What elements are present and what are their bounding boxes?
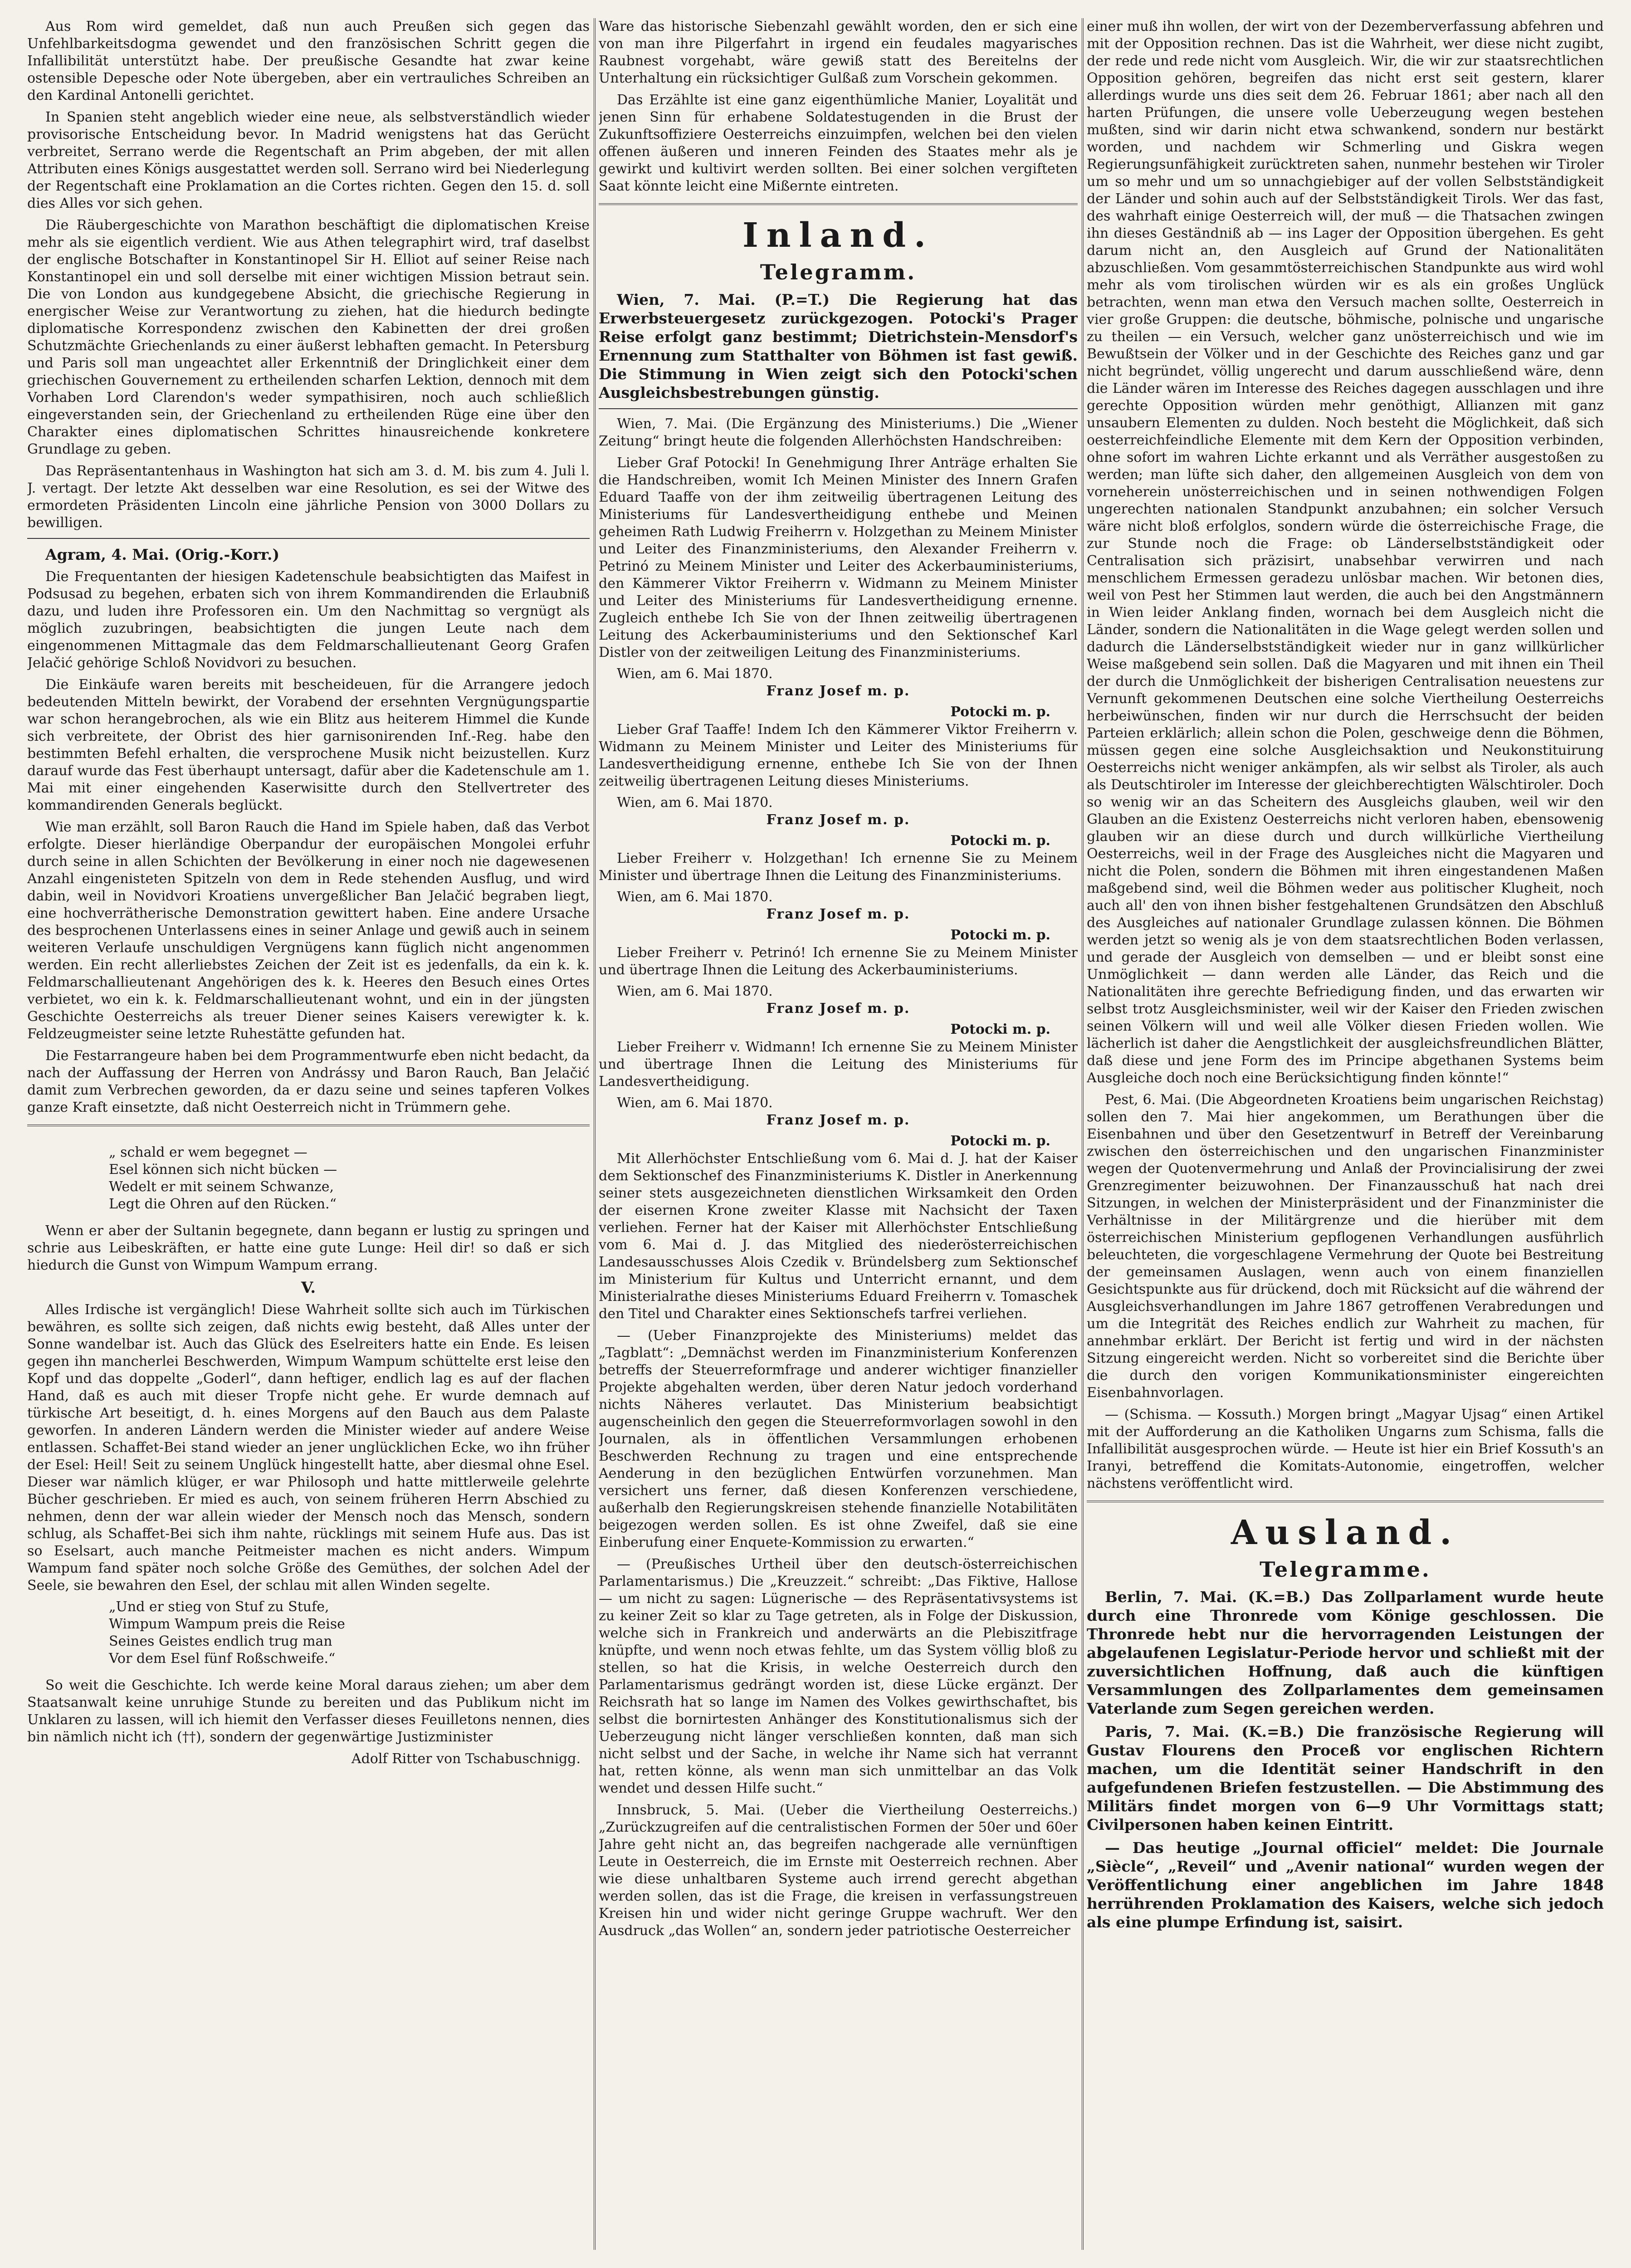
agram-paragraph: Die Festarrangeure haben bei dem Programmentwurfe eben nicht bedacht, da nach der Auffassung der Herren von Andrássy und Baron Rauch, Ban Jelačić damit zum Verbrechen geworden, da er dazu seine und seines tapferen Volkes ganze Kraft einsetzte, daß nicht Oesterreich nicht in Trümmern gehe. — [27, 1048, 590, 1115]
feuilleton-paragraph: So weit die Geschichte. Ich werde keine Moral daraus ziehen; um aber dem Staatsanwalt keine unruhige Stunde zu bereiten und das Publikum nicht im Unklaren zu lassen, will ich hiemit den Verfasser dieses Feuilletons nennen, dies bin nämlich nicht ich (††), sondern der gegenwärtige Justizminister — [27, 1677, 590, 1745]
author-signature: Adolf Ritter von Tschabuschnigg. — [351, 1751, 581, 1767]
verse-line: „Und er stieg von Stuf zu Stufe, — [109, 1599, 329, 1615]
agram-paragraph: Wie man erzählt, soll Baron Rauch die Hand im Spiele haben, daß das Verbot erfolgte. Dieser hierländige Oberpandur der europäischen Mongolei erfuhr durch seine in allen Schichten der Bevölkerung in einer noch nie dagewesenen Anzahl eingenisteten Spitzeln von dem in Rede stehenden Ausflug, und wird dabin, weil in Novidvori Kroatiens unvergeßlicher Ban Jelačić begraben liegt, eine hochverrätherische Demonstration gewittert haben. Eine andere Ursache des besprochenen Unterlassens eines in seiner Anlage und gewiß auch in seinem weiteren Verlaufe unschuldigen Vergnügens kann füglich nicht angenommen werden. Ein recht allerliebstes Zeichen der Zeit ist es jedenfalls, da ein k. k. Feldmarschallieutenant Angehörigen des k. k. Heeres den Besuch eines Ortes verbietet, wo ein k. k. Feldmarschallieutenant wohnt, und ein in der jüngsten Geschichte Oesterreichs als treuer Diener seines Kaisers verewigter k. k. Feldzeugmeister seine letzte Ruhestätte gefunden hat. — [27, 819, 590, 1042]
divider — [1087, 1501, 1604, 1502]
article-ministry: Wien, 7. Mai. (Die Ergänzung des Ministeriums.) Die „Wiener Zeitung“ bringt heute die folgenden Allerhöchsten Handschreiben: — [599, 416, 1078, 449]
telegram-journal: — Das heutige „Journal officiel“ meldet: Die Journale „Siècle“, „Reveil“ und „Avenir national“ wurden wegen der Veröffentlichung einer angeblichen im Jahre 1848 herrührenden Proklamation des Kaisers, welche sich jedoch als eine plumpe Erfindung ist, saisirt. — [1087, 1839, 1604, 1931]
signature-potocki: Potocki m. p. — [950, 1133, 1050, 1149]
telegram-heading: Telegramm. — [760, 260, 917, 284]
verse-line: Legt die Ohren auf den Rücken.“ — [109, 1196, 337, 1212]
column-left — [27, 18, 590, 2268]
handwriting-4: Lieber Freiherr v. Petrinó! Ich ernenne Sie zu Meinem Minister und übertrage Ihnen die Leitung des Ackerbauministeriums. — [599, 945, 1078, 978]
divider — [599, 203, 1078, 205]
telegram-vienna: Wien, 7. Mai. (P.=T.) Die Regierung hat das Erwerbsteuergesetz zurückgezogen. Potocki's Prager Reise erfolgt ganz bestimmt; Dietrichstein-Mensdorf's Ernennung zum Statthalter von Böhmen ist fast gewiß. Die Stimmung in Wien zeigt sich den Potocki'schen Ausgleichsbestrebungen günstig. — [599, 291, 1078, 401]
signature-potocki: Potocki m. p. — [950, 927, 1050, 943]
dateline: Wien, am 6. Mai 1870. — [617, 795, 773, 811]
feuilleton-paragraph: Alles Irdische ist vergänglich! Diese Wahrheit sollte sich auch im Türkischen bewähren, es sollte sich zeigen, daß nichts ewig besteht, daß Alles unter der Sonne wandelbar ist. Auch das Glück des Eselreiters hatte ein Ende. Es leisen gegen ihn mancherlei Beschwerden, Wimpum Wampum schüttelte erst leise den Kopf und das doppelte „Goderl“, dann heftiger, endlich lag es auf der flachen Hand, daß es auch mit dieser Tropfe nicht gehe. Er wurde demnach auf türkische Art beseitigt, d. h. eines Morgens auf den Bauch aus dem Palaste geworfen. In anderen Ländern werden die Minister wieder auf andere Weise entlassen. Schaffet-Bei stand wieder an jener unglücklichen Ecke, wo ihn früher der Esel: Heil! Seit zu seinem Unglück hingestellt hatte, aber diesmal ohne Esel. Dieser war nämlich klüger, er war Philosoph und hatte mittlerweile gelehrte Bücher geschrieben. Er mied es auch, von seinem früheren Herrn Abschied zu nehmen, denn der war allein wieder der Mensch noch das Mensch, sondern schlug, als Schaffet-Bei sich ihm nahte, rücklings mit seinem Hufe aus. Das ist so Eselsart, auch manche Peitmeister machen es nicht anders. Wimpum Wampum fand später noch solche Größe des Gemüthes, der solchen Adel der Seele, sie bewahren den Esel, der schlau mit allen Winden segelte. — [27, 1302, 590, 1593]
signature-emperor: Franz Josef m. p. — [766, 812, 910, 828]
article-rome: Aus Rom wird gemeldet, daß nun auch Preußen sich gegen das Unfehlbarkeitsdogma gewendet und den französischen Schritt gegen die Infallibilität unterstützt habe. Der preußische Gesandte hat zwar keine ostensible Depesche oder Note übergeben, aber ein vertrauliches Schreiben an den Kardinal Antonelli gerichtet. — [27, 19, 590, 103]
column-rule — [594, 18, 596, 2250]
column-middle — [599, 18, 1078, 2268]
handwriting-1: Lieber Graf Potocki! In Genehmigung Ihrer Anträge erhalten Sie die Handschreiben, womit Ich Meinen Minister des Innern Grafen Eduard Taaffe von der ihm zeitweilig übertragenen Leitung des Ministeriums für Landesvertheidigung enthebe und Meinen geheimen Rath Ludwig Freiherrn v. Holzgethan zu Meinem Minister und Leiter des Finanzministeriums, den Alexander Freiherrn v. Petrinó zu Meinem Minister und Leiter des Ackerbauministeriums, den Kämmerer Viktor Freiherrn v. Widmann zu Meinem Minister und Leiter des Ministeriums für Landesvertheidigung ernenne. Zugleich enthebe Ich Sie von der Ihnen zeitweilig übertragenen Leitung des Ackerbauministeriums und den Sektionschef Karl Distler von der zeitweiligen Leitung des Finanzministeriums. — [599, 455, 1078, 660]
article-continuation: einer muß ihn wollen, der wirt von der Dezemberverfassung abfehren und mit der Opposition rechnen. Das ist die Wahrheit, wer diese nicht zugibt, der rede und rede nicht vom Ausgleich. Wir, die wir zur staatsrechtlichen Opposition gehören, begreifen das nicht erst seit gestern, klarer allerdings wurde uns dies seit dem 26. Februar 1861; aber nach all den harten Prüfungen, die unsere volle Ueberzeugung wegen bestehen mußten, sind wir darin nicht etwa schwankend, sondern nur bestärkt worden, und nachdem wir Schmerling und Giskra wegen Regierungsunfähigkeit zurücktreten sahen, nunmehr bestehen wir Tiroler um so mehr und um so unnachgiebiger auf der vollen Selbstständigkeit der Länder und sohin auch auf der Selbstständigkeit Tirols. Wer das fast, des wahrhaft einige Oesterreich will, der muß — die Thatsachen zwingen ihn dieses Geständniß ab — ins Lager der Opposition übergehen. Es geht darum nicht an, den Ausgleich auf Grund der Nationalitäten abzuschließen. Vom gesammtösterreichischen Standpunkte aus wird wohl mehr als vom tirolischen würden wir es als ein großes Unglück betrachten, wenn man etwa den Versuch machen sollte, Oesterreich in vier große Gruppen: die deutsche, böhmische, polnische und ungarische zu theilen — ein Versuch, welcher ganz unösterreichisch und wie im Bewußtsein der Völker und in der Geschichte des Reiches ganz und gar nicht begründet, völlig ungerecht und darum ausschließend wäre, denn die Länder wären im Interesse des Reiches dagegen ausschlagen und ihre gerechte Opposition würden mehr genöthigt, Allianzen mit ganz unsaubern Elementen zu dulden. Noch besteht die Möglichkeit, daß sich oesterreichfeindliche Elemente mit dem Kern der Opposition verbinden, ohne sofort im wahren Lichte erkannt und als Verräther ausgestoßen zu werden; man lüfte sich daher, den allgemeinen Ausgleich von dem von vorneherein unösterreichischen und in seinen nothwendigen Folgen ungerechten nationalen Standpunkt anzubahnen; ein solcher Versuch wäre nicht bloß erfolglos, sondern würde die österreichische Frage, die zur Stunde noch die Frage: ob Länderselbstständigkeit oder Centralisation sich präzisirt, unabsehbar verwirren und nach menschlichem Ermessen geradezu unlösbar machen. Wir betonen dies, weil von Pest her Stimmen laut werden, die auch bei den Angstmännern in Wien leider Anklang finden, wornach bei dem Ausgleich nicht die Länder, sondern die Nationalitäten in die Wage gelegt werden sollen und dadurch die Länderselbstständigkeit wieder nur in ganz willkürlicher Weise maßgebend sein sollen. Daß die Magyaren und mit ihnen ein Theil der durch die Unmöglichkeit der bisherigen Centralisation neuestens zur Vernunft gekommenen Deutschen eine solche Viertheilung Oesterreichs herbeiwünschen, finden wir nur durch die Herrschsucht der beiden Parteien erklärlich; allein schon die Polen, geschweige denn die Böhmen, müssen gegen eine solche Ausgleichsaktion und Neukonstituirung Oesterreichs nicht weniger ankämpfen, als wir selbst als Tiroler, als auch als Deutschtiroler im Interesse der gleichberechtigten Wälschtiroler. Doch so wenig wir an das Scheitern des Ausgleichs glauben, weil wir den Glauben an die Existenz Oesterreichs nicht verloren haben, ebensowenig glauben wir an diese durch und durch willkürliche Viertheilung Oesterreichs, weil in der Frage des Ausgleiches nicht die Magyaren und nicht die Polen, sondern die Böhmen mit ihren eingestandenen Maßen maßgebend sind, weil die Böhmen weder aus politischer Klugheit, noch auch all' den von ihnen bisher festgehaltenen Grundsätzen den Abschluß des Ausgleiches auf nationaler Grundlage zulassen können. Die Böhmen werden jetzt so wenig als je von dem staatsrechtlichen Boden verlassen, und gerade der Ausgleich von demselben — und er bleibt sonst eine Unmöglichkeit — dann werden alle Länder, das Reich und die Nationalitäten ihre gerechte Befriedigung finden, und das erwarten wir selbst trotz Ausgleichsminister, weil wir der Kaiser den Frieden zwischen seinen Völkern will und weil alle Völker diesen Frieden wollen. Wie lächerlich ist daher die Aengstlichkeit der ausgleichsfreundlichen Blätter, daß diese und jene Form des im Principe abgethanen Systems beim Ausgleiche doch noch eine Berücksichtigung finden könnte!“ — [1087, 19, 1604, 1086]
dateline: Wien, am 6. Mai 1870. — [617, 889, 773, 905]
verse-line: Wimpum Wampum preis die Reise — [109, 1616, 345, 1632]
handwriting-2: Lieber Graf Taaffe! Indem Ich den Kämmerer Viktor Freiherrn v. Widmann zu Meinem Minister und Leiter des Ministeriums für Landesvertheidigung ernenne, enthebe Ich Sie von der Ihnen zeitweilig übertragenen Leitung dieses Ministeriums. — [599, 722, 1078, 789]
agram-paragraph: Die Frequentanten der hiesigen Kadetenschule beabsichtigten das Maifest in Podsusad zu begehen, erbaten sich von ihrem Kommandirenden die Erlaubniß dazu, und luden ihre Professoren ein. Um den Nachmittag so vergnügt als möglich zuzubringen, beabsichtigten die jungen Leute nach dem eingenommenen Mittagmale das dem Feldmarschallieutenant Georg Grafen Jelačić gehörige Schloß Novidvori zu besuchen. — [27, 569, 590, 671]
article-paragraph: Das Erzählte ist eine ganz eigenthümliche Manier, Loyalität und jenen Sinn für erhabene Soldatestugenden in die Brust der Zukunftsoffiziere Oesterreichs einzuimpfen, welchen bei den vielen offenen äußeren und inneren Feinden des Staates mehr als je gewirkt und kultivirt werden sollten. Bei einer solchen vergifteten Saat könnte leicht eine Mißernte eintreten. — [599, 92, 1078, 194]
telegram-berlin: Berlin, 7. Mai. (K.=B.) Das Zollparlament wurde heute durch eine Thronrede vom Könige geschlossen. Die Thronrede hebt nur die hervorragenden Leistungen der abgelaufenen Legislatur-Periode hervor und schließt mit der zuversichtlichen Hoffnung, daß auch die künftigen Versammlungen des Zollparlamentes dem gemeinsamen Vaterlande zum Segen gereichen werden. — [1087, 1588, 1604, 1717]
verse-line: Esel können sich nicht bücken — — [109, 1162, 337, 1178]
article-washington: Das Repräsentantenhaus in Washington hat sich am 3. d. M. bis zum 4. Juli l. J. vertagt. Der letzte Akt desselben war eine Resolution, es sei der Witwe des ermordeten Präsidenten Lincoln eine jährliche Pension von 3000 Dollars zu bewilligen. — [27, 463, 590, 531]
handwriting-5: Lieber Freiherr v. Widmann! Ich ernenne Sie zu Meinem Minister und übertrage Ihnen die Leitung des Ministeriums für Landesvertheidigung. — [599, 1039, 1078, 1090]
article-continuation: Ware das historische Siebenzahl gewählt worden, den er sich eine von man ihre Pilgerfahrt in irgend ein feudales magyarisches Raubnest vorgehabt, wäre gewiß statt des Bereitelns der Unterhaltung ein rücksichtiger Gulßaß zum Vorschein gekommen. — [599, 19, 1078, 86]
feuilleton-verse — [27, 1599, 590, 1667]
column-right — [1087, 18, 1604, 2268]
section-heading-inland: Inland. — [742, 216, 934, 255]
verse-line: Wedelt er mit seinem Schwanze, — [109, 1179, 334, 1195]
dateline: Wien, am 6. Mai 1870. — [617, 666, 773, 682]
newspaper-page — [27, 18, 1604, 2268]
article-decoration: Mit Allerhöchster Entschließung vom 6. Mai d. J. hat der Kaiser dem Sektionschef des Finanzministeriums K. Distler in Anerkennung seiner stets ausgezeichneten dienstlichen Wirksamkeit den Orden der eisernen Krone zweiter Klasse mit Nachsicht der Taxen verliehen. Ferner hat der Kaiser mit Allerhöchster Entschließung vom 6. Mai d. J. das Mitglied des niederösterreichischen Landesausschusses Alois Czedik v. Bründelsberg zum Sektionschef im Ministerium für Kultus und Unterricht ernannt, und dem Ministerialrathe dieses Ministeriums Eduard Freiherrn v. Tomaschek den Titel und Charakter eines Sektionschefs tarfrei verliehen. — [599, 1151, 1078, 1322]
verse-line: „ schald er wem begegnet — — [109, 1144, 308, 1160]
signature-emperor: Franz Josef m. p. — [766, 906, 910, 922]
signature-potocki: Potocki m. p. — [950, 704, 1050, 720]
agram-paragraph: Die Einkäufe waren bereits mit bescheideuen, für die Arrangere jedoch bedeutenden Mitteln bewirkt, der Vorabend der ersehnten Vergnügungspartie war schon herangebrochen, als wie ein Blitz aus heiterem Himmel die Kunde sich verbreitete, der Obrist des hier garnisonirenden Inf.-Reg. habe den bestimmten Befehl erhalten, die versprochene Musik nicht beizustellen. Kurz darauf wurde das Fest überhaupt untersagt, dafür aber die Kadetenschule am 1. Mai mit einer eingehenden Kaserwisitte durch den Stellvertreter des kommandirenden Generals beglückt. — [27, 677, 590, 813]
article-marathon: Die Räubergeschichte von Marathon beschäftigt die diplomatischen Kreise mehr als sie eigentlich verdient. Wie aus Athen telegraphirt wird, traf daselbst der englische Botschafter in Konstantinopel Sir H. Elliot auf seiner Reise nach Konstantinopel ein und soll derselbe mit einer wichtigen Mission betraut sein. Die von London aus kundgegebene Absicht, die griechische Regierung in energischer Weise zur Verantwortung zu ziehen, hat die hiedurch bedingte diplomatische Korrespondenz zwischen den Kabinetten der drei großen Schutzmächte Griechenlands zu einer äußerst lebhaften gemacht. In Petersburg und Paris soll man ungeachtet aller Erkenntniß der Dringlichkeit einer dem griechischen Gouvernement zu ertheilenden scharfen Lektion, dennoch mit dem Vorhaben Lord Clarendon's weder sympathisiren, noch auch schließlich eingeverstanden sein, der Griechenland zu ertheilenden Rüge eine über den Charakter eines diplomatischen Schrittes hinausreichende konkretere Grundlage zu geben. — [27, 217, 590, 457]
chapter-number: V. — [301, 1279, 316, 1297]
article-spain: In Spanien steht angeblich wieder eine neue, als selbstverständlich wieder provisorische Entscheidung bevor. In Madrid wenigstens hat das Gerücht verbreitet, Serrano werde die Regentschaft an Prim abgeben, der mit allen Attributen eines Königs ausgestattet werden soll. Serrano wird bei Niederlegung der Regentschaft eine Proklamation an die Cortes richten. Gegen den 15. d. soll dies Alles vor sich gehen. — [27, 109, 590, 211]
signature-emperor: Franz Josef m. p. — [766, 683, 910, 699]
verse-line: Seines Geistes endlich trug man — [109, 1633, 332, 1649]
divider — [27, 538, 590, 539]
article-pest: Pest, 6. Mai. (Die Abgeordneten Kroatiens beim ungarischen Reichstag) sollen den 7. Mai hier angekommen, um Berathungen über die Eisenbahnen und über den Gesetzentwurf in Betreff der Vereinbarung zwischen den österreichischen und den ungarischen Finanzminister wegen der Quotenvermehrung und Anlaß der Provincialisirung der zwei Grenzregimenter beizuwohnen. Der Finanzausschuß hat nach drei Sitzungen, in welchen der Ministerpräsident und der Finanzminister die Verhältnisse in der Militärgrenze und die hierüber mit dem österreichischen Ministerium gepflogenen Verhandlungen ausführlich beleuchteten, die vorgeschlagene Vermehrung der Quote bei Bestreitung der gemeinsamen Auslagen, wenn auch von einem finanziellen Gesichtspunkte aus für drückend, doch mit Rücksicht auf die während der Ausgleichsverhandlungen im Jahre 1867 getroffenen Verabredungen und um die Integrität des Reiches endlich zur Wahrheit zu machen, für annehmbar erklärt. Der Bericht ist fertig und wird in der nächsten Sitzung eingereicht werden. Nicht so vorbereitet sind die Berichte über die durch den vorigen Kommunikationsminister eingereichten Eisenbahnvorlagen. — [1087, 1092, 1604, 1401]
section-heading-ausland: Ausland. — [1231, 1513, 1460, 1552]
divider — [599, 408, 1078, 409]
feuilleton-paragraph: Wenn er aber der Sultanin begegnete, dann begann er lustig zu springen und schrie aus Leibeskräften, er hatte eine gute Lunge: Heil dir! so daß er sich hiedurch die Gunst von Wimpum Wampum errang. — [27, 1223, 590, 1273]
handwriting-3: Lieber Freiherr v. Holzgethan! Ich ernenne Sie zu Meinem Minister und übertrage Ihnen die Leitung des Finanzministeriums. — [599, 850, 1078, 884]
signature-potocki: Potocki m. p. — [950, 833, 1050, 849]
article-finance: — (Ueber Finanzprojekte des Ministeriums) meldet das „Tagblatt“: „Demnächst werden im Finanzministerium Konferenzen betreffs der Steuerreformfrage und anderer wichtiger finanzieller Projekte abgehalten werden, über deren Natur jedoch vorderhand nichts Näheres verlautet. Das Ministerium beabsichtigt augenscheinlich den gegen die Steuerreformvorlagen sowohl in den Journalen, als in öffentlichen Versammlungen erhobenen Beschwerden Rechnung zu tragen und eine entsprechende Aenderung in den bezüglichen Entwürfen vorzunehmen. Man versichert uns ferner, daß diesen Konferenzen verschiedene, außerhalb den Regierungskreisen stehende finanzielle Notabilitäten beigezogen werden sollen. Es ist ohne Zweifel, daß sie eine Einberufung einer Enquete-Kommission zu erwarten.“ — [599, 1328, 1078, 1550]
telegram-paris: Paris, 7. Mai. (K.=B.) Die französische Regierung will Gustav Flourens den Proceß vor englischen Richtern machen, um die Identität seiner Handschrift in den aufgefundenen Briefen festzustellen. — Die Abstimmung des Militärs findet morgen von 6—9 Uhr Vormittags statt; Civilpersonen haben keinen Eintritt. — [1087, 1723, 1604, 1833]
signature-emperor: Franz Josef m. p. — [766, 1001, 910, 1017]
dateline: Wien, am 6. Mai 1870. — [617, 1095, 773, 1111]
article-prussian: — (Preußisches Urtheil über den deutsch-österreichischen Parlamentarismus.) Die „Kreuzzeit.“ schreibt: „Das Fiktive, Hallose — um nicht zu sagen: Lügnerische — des Repräsentativsystems ist zu keiner Zeit so klar zu Tage getreten, als in Folge der Diskussion, welche sich in Frankreich und anderwärts an die Plebiszitfrage knüpfte, und wenn noch etwas fehlte, um das System völlig bloß zu stellen, so hat die Krisis, in welche Oesterreich durch den Parlamentarismus gedrängt worden ist, diese Lücke ergänzt. Der Reichsrath hat so lange im Namen des Volkes gewirthschaftet, bis selbst die bornirtesten Anhänger des Konstitutionalismus sich der Ueberzeugung nicht länger verschließen konnten, daß man sich nicht selbst und der Sache, in welche ihr Name sich hat verrannt hat, retten könne, als wenn man sich unmittelbar an das Volk wendet und dessen Hilfe sucht.“ — [599, 1556, 1078, 1796]
signature-potocki: Potocki m. p. — [950, 1022, 1050, 1037]
article-schisma: — (Schisma. — Kossuth.) Morgen bringt „Magyar Ujsag“ einen Artikel mit der Aufforderung an die Katholiken Ungarns zum Schisma, falls die Infallibilität ausgesprochen würde. — Heute ist hier ein Brief Kossuth's an Iranyi, betreffend die Komitats-Autonomie, eingetroffen, welcher nächstens veröffentlicht wird. — [1087, 1407, 1604, 1491]
verse-line: Vor dem Esel fünf Roßschweife.“ — [109, 1651, 336, 1667]
column-rule — [1082, 18, 1084, 2250]
telegrams-heading: Telegramme. — [1260, 1557, 1431, 1582]
divider — [27, 1124, 590, 1126]
dateline: Wien, am 6. Mai 1870. — [617, 983, 773, 999]
article-innsbruck: Innsbruck, 5. Mai. (Ueber die Viertheilung Oesterreichs.) „Zurückzugreifen auf die centralistischen Formen der 50er und 60er Jahre geht nicht an, das begreifen nachgerade alle vernünftigen Leute in Oesterreich, die im Ernste mit Oesterreich rechnen. Aber wie diese unhaltbaren Systeme auch irrend gerecht abgethan werden sollen, das ist die Frage, die kreisen in verfassungstreuen Kreisen hin und wider nicht geringe Gruppe wachruft. Wer den Ausdruck „das Wollen“ an, sondern jeder patriotische Oesterreicher — [599, 1802, 1078, 1939]
agram-heading: Agram, 4. Mai. (Orig.-Korr.) — [45, 546, 280, 563]
signature-emperor: Franz Josef m. p. — [766, 1112, 910, 1128]
feuilleton-verse — [27, 1144, 590, 1212]
